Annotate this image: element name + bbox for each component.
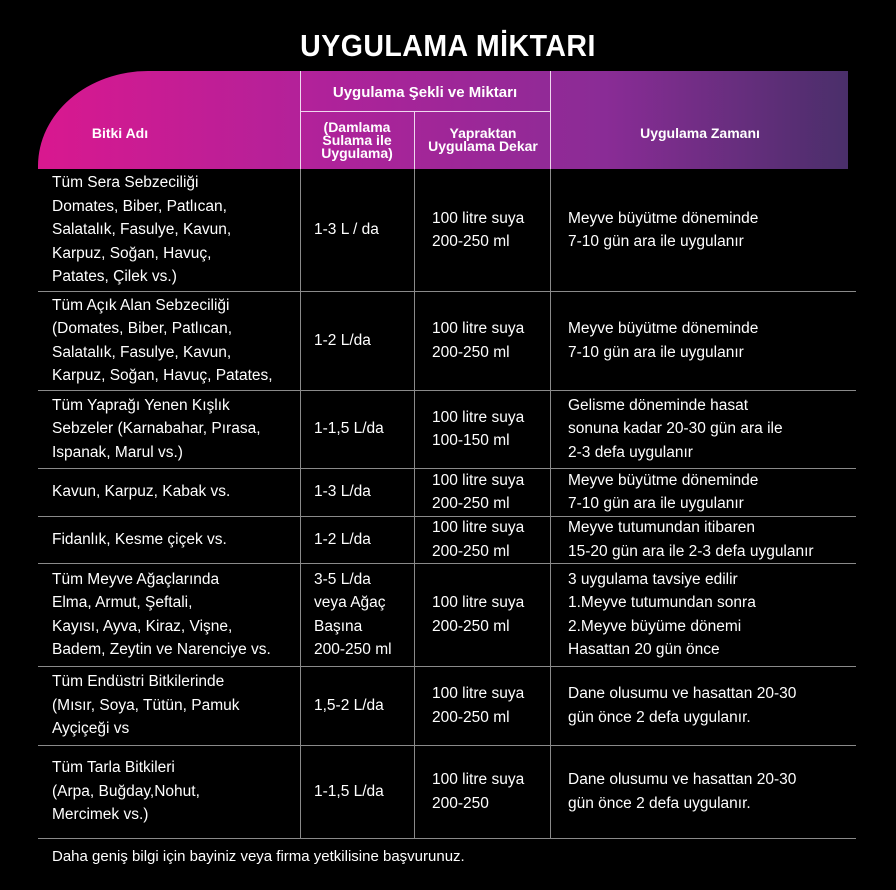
table-cell-drip [314,171,414,289]
table-cell-drip [314,293,414,388]
table-cell-crop [52,470,297,514]
cell-text: 1-2 L/da [314,530,371,548]
column-divider [550,169,551,838]
row-divider [38,745,856,746]
cell-text: Tüm Tarla Bitkileri (Arpa, Buğday,Nohut, Mercimek vs.) [52,759,200,824]
table-cell-crop [52,293,297,388]
cell-text: 1,5-2 L/da [314,696,384,714]
table-cell-foliar [432,171,547,289]
header-crop: Bitki Adı [91,124,149,141]
header-timing: Uygulama Zamanı [640,124,760,141]
header-method-group: Uygulama Şekli ve Miktarı [332,83,518,101]
cell-text: 100 litre suya 200-250 ml [432,685,525,726]
cell-text: 3 uygulama tavsiye edilir 1.Meyve tutumundan sonra 2.Meyve büyüme dönemi Hasattan 20 gün önce [568,570,756,658]
table-cell-foliar [432,668,547,743]
cell-text: Tüm Sera Sebzeciliği Domates, Biber, Patlıcan, Salatalık, Fasulye, Kavun, Karpuz, Soğan, Havuç, Patates, Çilek vs.) [52,174,232,286]
table-cell-timing [568,518,853,561]
table-cell-drip [314,565,414,664]
cell-text: 1-1,5 L/da [314,782,384,800]
cell-text: Kavun, Karpuz, Kabak vs. [52,483,231,501]
cell-text: Gelisme döneminde hasat sonuna kadar 20-30 gün ara ile 2-3 defa uygulanır [568,396,783,461]
cell-text: Tüm Yaprağı Yenen Kışlık Sebzeler (Karnabahar, Pırasa, Ispanak, Marul vs.) [52,396,261,461]
table-cell-crop [52,747,297,836]
table-cell-foliar [432,518,547,561]
header-divider [300,111,550,112]
cell-text: Meyve büyütme döneminde 7-10 gün ara ile uygulanır [568,471,759,512]
cell-text: 100 litre suya 200-250 ml [432,320,525,361]
cell-text: 1-3 L / da [314,221,379,239]
cell-text: 100 litre suya 200-250 [432,771,525,812]
table-cell-foliar [432,747,547,836]
footnote: Daha geniş bilgi için bayiniz veya firma yetkilisine başvurunuz. [52,848,465,865]
cell-text: 100 litre suya 200-250 ml [432,594,525,635]
header-drip: (Damlama Sulama ile Uygulama) [321,118,393,161]
cell-text: Tüm Endüstri Bitkilerinde (Mısır, Soya, Tütün, Pamuk Ayçiçeği vs [52,673,240,738]
table-cell-foliar [432,293,547,388]
table-cell-timing [568,293,853,388]
cell-text: Meyve büyütme döneminde 7-10 gün ara ile uygulanır [568,209,759,250]
column-divider [414,169,415,838]
table-cell-drip [314,392,414,466]
row-divider [38,838,856,839]
header-foliar: Yapraktan Uygulama Dekar [428,125,538,154]
table-cell-drip [314,668,414,743]
table-cell-timing [568,668,853,743]
table-cell-crop [52,565,297,664]
table-cell-foliar [432,470,547,514]
table-cell-crop [52,171,297,289]
cell-text: 1-3 L/da [314,483,371,501]
table-cell-timing [568,470,853,514]
table-cell-drip [314,747,414,836]
cell-text: Tüm Açık Alan Sebzeciliği (Domates, Biber, Patlıcan, Salatalık, Fasulye, Kavun, Karpuz, Soğan, Havuç, Patates, [52,296,273,384]
table-cell-foliar [432,565,547,664]
cell-text: Dane olusumu ve hasattan 20-30 gün önce 2 defa uygulanır. [568,685,797,726]
row-divider [38,291,856,292]
cell-text: 100 litre suya 200-250 ml [432,471,525,512]
table-cell-timing [568,392,853,466]
cell-text: Meyve tutumundan itibaren 15-20 gün ara ile 2-3 defa uygulanır [568,519,814,560]
cell-text: Meyve büyütme döneminde 7-10 gün ara ile uygulanır [568,320,759,361]
cell-text: Fidanlık, Kesme çiçek vs. [52,530,227,548]
column-divider [300,169,301,838]
cell-text: Dane olusumu ve hasattan 20-30 gün önce 2 defa uygulanır. [568,771,797,812]
table-cell-crop [52,668,297,743]
cell-text: 1-1,5 L/da [314,420,384,438]
cell-text: 3-5 L/da veya Ağaç Başına 200-250 ml [314,570,392,658]
table-cell-timing [568,171,853,289]
row-divider [38,666,856,667]
table-cell-timing [568,747,853,836]
table-cell-crop [52,518,297,561]
cell-text: 100 litre suya 100-150 ml [432,408,525,449]
cell-text: 100 litre suya 200-250 ml [432,519,525,560]
row-divider [38,390,856,391]
cell-text: 1-2 L/da [314,331,371,349]
header-divider [414,112,415,169]
row-divider [38,563,856,564]
cell-text: Tüm Meyve Ağaçlarında Elma, Armut, Şeftali, Kayısı, Ayva, Kiraz, Vişne, Badem, Zeytin ve Narenciye vs. [52,570,271,658]
table-cell-drip [314,470,414,514]
table-cell-drip [314,518,414,561]
table-cell-timing [568,565,853,664]
table-cell-crop [52,392,297,466]
cell-text: 100 litre suya 200-250 ml [432,209,525,250]
header-divider [550,71,551,169]
table-cell-foliar [432,392,547,466]
page-title: UYGULAMA MİKTARI [300,28,596,63]
